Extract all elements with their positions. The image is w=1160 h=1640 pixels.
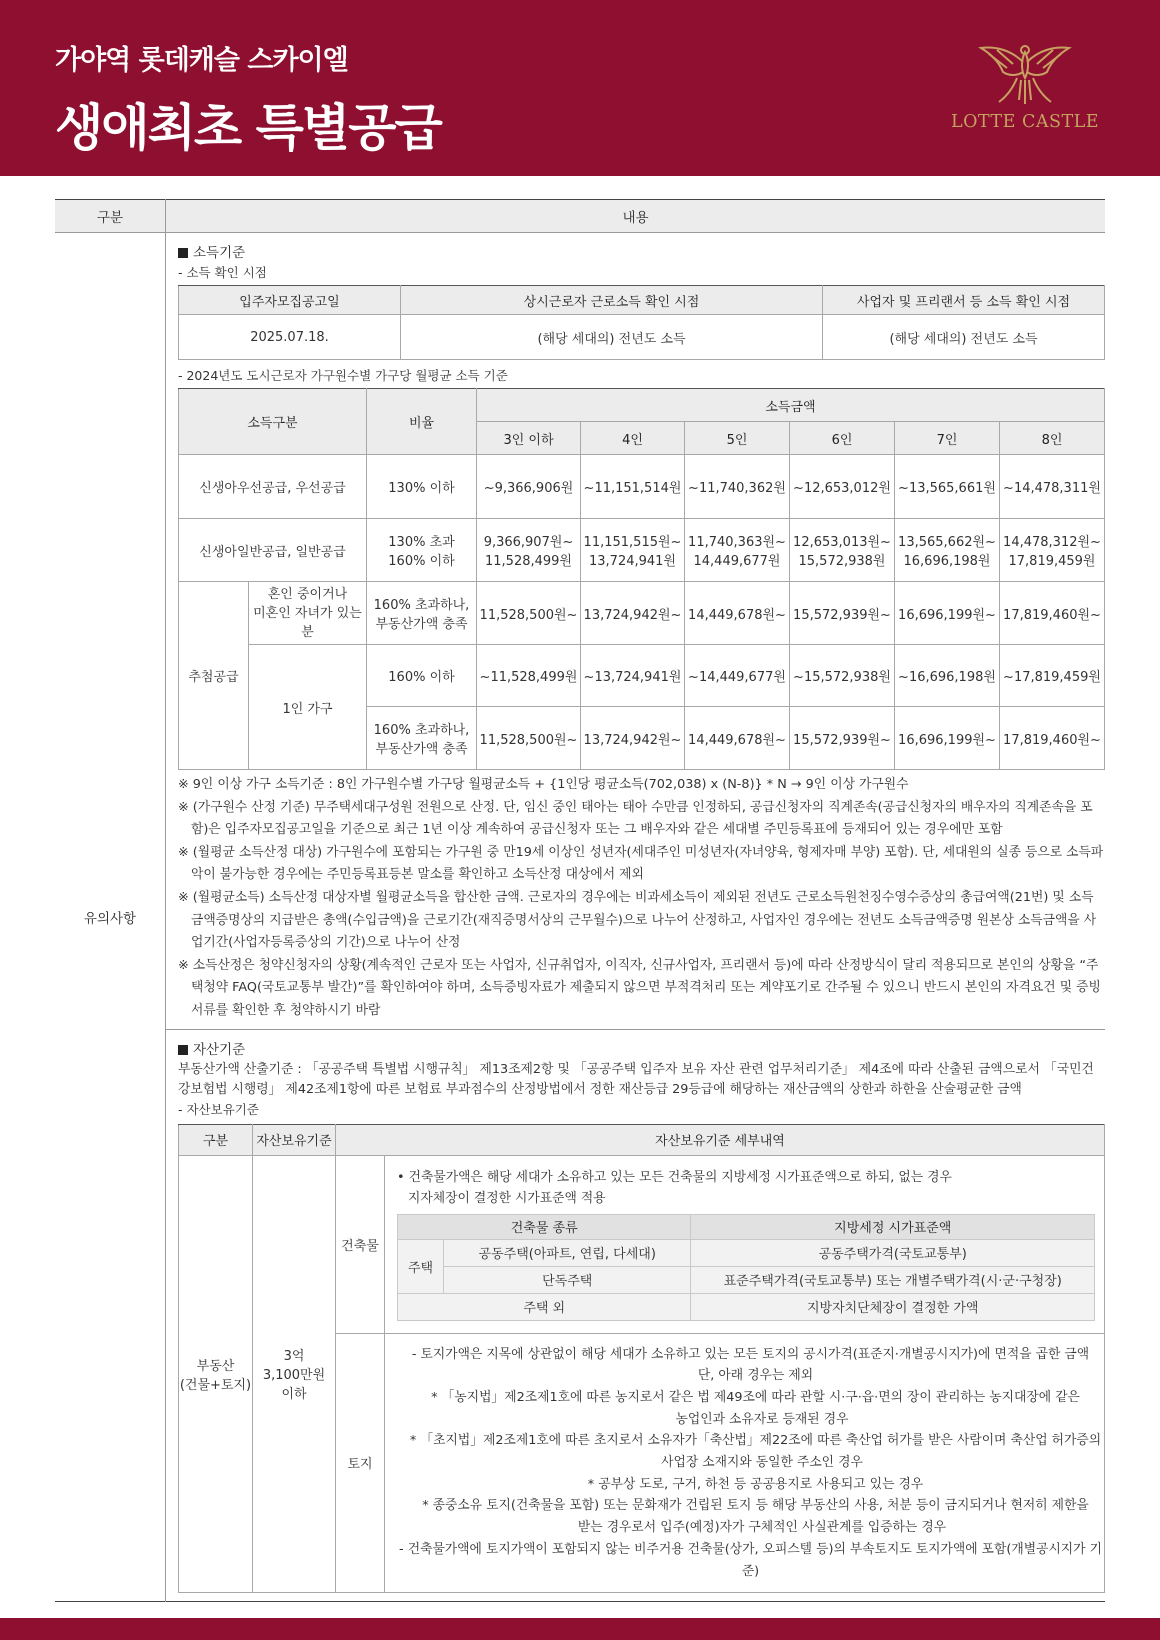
check-header: 입주자모집공고일 bbox=[179, 286, 401, 315]
income-heading bbox=[178, 243, 1105, 263]
land-detail bbox=[385, 1333, 1105, 1593]
ratio-line: 160% 이하 bbox=[388, 554, 455, 569]
table-row bbox=[179, 582, 1105, 645]
building-value: 표준주택가격(국토교통부) 또는 개별주택가격(시·군·구청장) bbox=[691, 1266, 1095, 1293]
check-value: (해당 세대의) 전년도 소득 bbox=[823, 315, 1105, 360]
building-detail bbox=[385, 1155, 1105, 1333]
section-divider bbox=[166, 1029, 1105, 1030]
land-line: 받는 경우로서 입주(예정)자가 구체적인 사실관계를 입증하는 경우 bbox=[577, 1520, 947, 1536]
amount-cell: ~12,653,012원 bbox=[790, 455, 895, 519]
amount-cell: 16,696,199원~ bbox=[895, 582, 1000, 645]
note-item: ※ (월평균소득) 소득산정 대상자별 월평균소득을 합산한 금액. 근로자의 경우에는 비과세소득이 제외된 전년도 근로소득원천징수영수증상의 총급여액(21번) 및 소득금액증명상의 지급받은 총액(수입금액)을 근로기간(재직증명서상의 근무월수)으로 나누어 산정하고, 사업자인 경우에는 전년도 소득금액증명 원본상 소득금액을 사업기간(사업자등록증상의 기간)으로 나누어 산정 bbox=[178, 889, 1097, 951]
land-line: * 공부상 도로, 구거, 하천 등 공공용지로 사용되고 있는 경우 bbox=[587, 1476, 924, 1492]
amount-cell: 13,724,942원~ bbox=[581, 582, 685, 645]
land-label: 토지 bbox=[336, 1333, 385, 1593]
row-label: 신생아우선공급, 우선공급 bbox=[179, 455, 367, 519]
check-value: (해당 세대의) 전년도 소득 bbox=[401, 315, 823, 360]
building-type: 공동주택(아파트, 연립, 다세대) bbox=[444, 1239, 691, 1266]
limit-line: 3억 bbox=[283, 1349, 305, 1365]
amount-cell bbox=[477, 519, 581, 582]
row-label: 신생아일반공급, 일반공급 bbox=[179, 519, 367, 582]
ratio-line: 160% 초과하나, bbox=[373, 723, 470, 738]
ratio-line: 130% 초과 bbox=[388, 535, 455, 550]
asset-header: 자산보유기준 세부내역 bbox=[336, 1124, 1105, 1155]
col-header-category: 구분 bbox=[55, 200, 166, 233]
amount-to: 13,724,941원 bbox=[589, 554, 676, 569]
land-line: 농업인과 소유자로 등재된 경우 bbox=[675, 1411, 849, 1427]
page-header bbox=[0, 0, 1160, 176]
household-size-header: 4인 bbox=[581, 422, 685, 455]
asset-heading-text: 자산기준 bbox=[193, 1041, 246, 1058]
income-heading-text: 소득기준 bbox=[193, 245, 246, 261]
land-line: * 「초지법」제2조제1호에 따른 초지로서 소유자가「축산법」제22조에 따른 축산업 허가를 받은 사람이며 축산업 허가증의 bbox=[409, 1433, 1102, 1449]
asset-category bbox=[179, 1155, 253, 1593]
income-check-label: - 소득 확인 시점 bbox=[178, 265, 267, 280]
amount-cell: ~11,528,499원 bbox=[477, 645, 581, 707]
amount-cell: 17,819,460원~ bbox=[1000, 707, 1105, 770]
amount-from: 12,653,013원~ bbox=[793, 535, 891, 550]
land-line: * 「농지법」제2조제1호에 따른 농지로서 같은 법 제49조에 따라 관할 시·구·읍·면의 장이 관리하는 농지대장에 같은 bbox=[431, 1389, 1080, 1405]
notes-content bbox=[166, 233, 1106, 1602]
amount-to: 14,449,677원 bbox=[693, 554, 781, 569]
amount-cell bbox=[790, 519, 895, 582]
land-line: 사업장 소재지와 동일한 주소인 경우 bbox=[661, 1455, 863, 1471]
housing-label: 주택 bbox=[398, 1239, 444, 1293]
amount-cell: 11,528,500원~ bbox=[477, 582, 581, 645]
amount-to: 11,528,499원 bbox=[485, 554, 572, 569]
amount-cell: ~14,449,677원 bbox=[685, 645, 790, 707]
lotte-castle-logo bbox=[942, 42, 1108, 138]
asset-table bbox=[178, 1124, 1105, 1594]
amount-cell bbox=[685, 519, 790, 582]
limit-line: 이하 bbox=[281, 1387, 307, 1403]
asset-header: 구분 bbox=[179, 1124, 253, 1155]
amount-cell: 14,449,678원~ bbox=[685, 707, 790, 770]
amount-cell: ~14,478,311원 bbox=[1000, 455, 1105, 519]
amount-cell: 16,696,199원~ bbox=[895, 707, 1000, 770]
amount-cell: 17,819,460원~ bbox=[1000, 582, 1105, 645]
building-price-table bbox=[397, 1214, 1095, 1321]
asset-sub-label: - 자산보유기준 bbox=[178, 1101, 259, 1117]
page-title: 생애최초 특별공급 bbox=[55, 99, 441, 157]
ratio-header: 비율 bbox=[367, 389, 477, 455]
amount-cell: ~17,819,459원 bbox=[1000, 645, 1105, 707]
table-row bbox=[179, 519, 1105, 582]
building-label: 건축물 bbox=[336, 1155, 385, 1333]
note-item: ※ (가구원수 산정 기준) 무주택세대구성원 전원으로 산정. 단, 임신 중인 태아는 태아 수만큼 인정하되, 공급신청자의 직계존속(공급신청자의 배우자의 직계존속을 포함)은 입주자모집공고일을 기준으로 최근 1년 이상 계속하여 공급신청자 또는 그 배우자와 같은 세대별 주민등록표에 등재되어 있는 경우에만 포함 bbox=[178, 799, 1093, 838]
income-standard-table bbox=[178, 388, 1105, 770]
amount-cell: ~13,724,941원 bbox=[581, 645, 685, 707]
check-value: 2025.07.18. bbox=[179, 315, 401, 360]
amount-cell: 15,572,939원~ bbox=[790, 707, 895, 770]
category-line: 부동산 bbox=[196, 1358, 235, 1374]
ratio-line: 160% 초과하나, bbox=[373, 598, 470, 613]
building-type: 주택 외 bbox=[398, 1293, 691, 1320]
ratio-cell: 160% 이하 bbox=[367, 645, 477, 707]
amount-header: 소득금액 bbox=[477, 389, 1105, 422]
project-name: 가야역 롯데캐슬 스카이엘 bbox=[55, 45, 348, 76]
table-row bbox=[179, 645, 1105, 707]
category-line: (건물+토지) bbox=[179, 1377, 252, 1393]
amount-cell: 14,449,678원~ bbox=[685, 582, 790, 645]
bottom-spacer bbox=[178, 1593, 1105, 1601]
ratio-cell bbox=[367, 582, 477, 645]
asset-header: 자산보유기준 bbox=[253, 1124, 336, 1155]
land-line: * 종중소유 토지(건축물을 포함) 또는 문화재가 건립된 토지 등 해당 부동산의 사용, 처분 등이 금지되거나 현저히 제한을 bbox=[422, 1498, 1089, 1514]
income-notes bbox=[178, 774, 1105, 1023]
household-size-header: 5인 bbox=[685, 422, 790, 455]
table-row bbox=[179, 455, 1105, 519]
amount-cell: ~9,366,906원 bbox=[477, 455, 581, 519]
sub-line: 혼인 중이거나 bbox=[267, 586, 348, 602]
ratio-cell bbox=[367, 707, 477, 770]
income-check-table bbox=[178, 285, 1105, 360]
logo-text: LOTTE CASTLE bbox=[950, 112, 1100, 132]
lottery-sub-label bbox=[249, 582, 367, 645]
land-line: - 건축물가액에 토지가액이 포함되지 않는 비주거용 건축물(상가, 오피스텔 등)의 부속토지도 토지가액에 포함(개별공시지가 기준) bbox=[399, 1541, 1102, 1579]
land-line: - 토지가액은 지목에 상관없이 해당 세대가 소유하고 있는 모든 토지의 공시가격(표준지·개별공시지가)에 면적을 곱한 금액 bbox=[411, 1346, 1090, 1362]
amount-cell: ~15,572,938원 bbox=[790, 645, 895, 707]
household-size-header: 3인 이하 bbox=[477, 422, 581, 455]
notice-table bbox=[55, 199, 1105, 1602]
square-bullet-icon bbox=[178, 248, 188, 258]
building-bullet: • 건축물가액은 해당 세대가 소유하고 있는 모든 건축물의 지방세정 시가표준액으로 하되, 없는 경우 bbox=[397, 1169, 952, 1185]
amount-from: 14,478,312원~ bbox=[1003, 535, 1101, 550]
note-item: ※ 9인 이상 가구 소득기준 : 8인 가구원수별 가구당 월평균소득 + {1인당 평균소득(702,038) x (N-8)} * N → 9인 이상 가구원수 bbox=[178, 777, 909, 792]
amount-from: 11,740,363원~ bbox=[688, 535, 786, 550]
income-category-header: 소득구분 bbox=[179, 389, 367, 455]
amount-cell bbox=[1000, 519, 1105, 582]
amount-from: 11,151,515원~ bbox=[583, 535, 682, 550]
amount-to: 16,696,198원 bbox=[903, 554, 991, 569]
asset-limit bbox=[253, 1155, 336, 1593]
household-size-header: 6인 bbox=[790, 422, 895, 455]
asset-description: 부동산가액 산출기준 : 「공공주택 특별법 시행규칙」 제13조제2항 및 「공공주택 입주자 보유 자산 관련 업무처리기준」 제4조에 따라 산출된 금액으로서 「국민건강보험법 시행령」 제42조제1항에 따른 보험료 부과점수의 산정방법에서 정한 재산등급 29등급에 해당하는 재산금액의 상한과 하한을 산술평균한 금액 bbox=[178, 1061, 1094, 1097]
lottery-label: 추첨공급 bbox=[179, 582, 249, 770]
ratio-line: 부동산가액 충족 bbox=[375, 617, 468, 632]
ratio-cell bbox=[367, 519, 477, 582]
col-header-content: 내용 bbox=[166, 200, 1106, 233]
household-size-header: 7인 bbox=[895, 422, 1000, 455]
amount-cell: 15,572,939원~ bbox=[790, 582, 895, 645]
building-value: 공동주택가격(국토교통부) bbox=[691, 1239, 1095, 1266]
check-header: 사업자 및 프리랜서 등 소득 확인 시점 bbox=[823, 286, 1105, 315]
ratio-cell: 130% 이하 bbox=[367, 455, 477, 519]
amount-from: 9,366,907원~ bbox=[483, 535, 574, 550]
eagle-crest-icon bbox=[977, 42, 1073, 108]
square-bullet-icon bbox=[178, 1045, 188, 1055]
row-label-notes: 유의사항 bbox=[55, 233, 166, 1602]
amount-to: 17,819,459원 bbox=[1008, 554, 1096, 569]
land-line: 단, 아래 경우는 제외 bbox=[697, 1368, 814, 1384]
amount-cell bbox=[895, 519, 1000, 582]
limit-line: 3,100만원 bbox=[262, 1368, 326, 1384]
income-standard-label: - 2024년도 도시근로자 가구원수별 가구당 월평균 소득 기준 bbox=[178, 368, 508, 383]
amount-cell: ~11,740,362원 bbox=[685, 455, 790, 519]
page-footer-bar bbox=[0, 1618, 1160, 1640]
inner-header: 건축물 종류 bbox=[398, 1214, 691, 1239]
lottery-sub-label: 1인 가구 bbox=[249, 645, 367, 770]
sub-line: 미혼인 자녀가 있는 bbox=[253, 605, 362, 621]
amount-cell: ~13,565,661원 bbox=[895, 455, 1000, 519]
amount-cell: 13,724,942원~ bbox=[581, 707, 685, 770]
check-header: 상시근로자 근로소득 확인 시점 bbox=[401, 286, 823, 315]
amount-from: 13,565,662원~ bbox=[898, 535, 996, 550]
ratio-line: 부동산가액 충족 bbox=[375, 742, 468, 757]
note-item: ※ (월평균 소득산정 대상) 가구원수에 포함되는 가구원 중 만19세 이상인 성년자(세대주인 미성년자(자녀양육, 형제자매 부양) 포함). 단, 세대원의 실종 등으로 소득파악이 불가능한 경우에는 주민등록표등본 말소를 확인하고 소득산정 대상에서 제외 bbox=[178, 844, 1104, 883]
sub-line: 분 bbox=[301, 624, 314, 640]
household-size-header: 8인 bbox=[1000, 422, 1105, 455]
building-value: 지방자치단체장이 결정한 가액 bbox=[691, 1293, 1095, 1320]
building-bullet: 지자체장이 결정한 시가표준액 적용 bbox=[408, 1190, 606, 1206]
amount-to: 15,572,938원 bbox=[798, 554, 886, 569]
note-item: ※ 소득산정은 청약신청자의 상황(계속적인 근로자 또는 사업자, 신규취업자, 이직자, 신규사업자, 프리랜서 등)에 따라 산정방식이 달리 적용되므로 본인의 상황을 “주택청약 FAQ(국토교통부 발간)”를 확인하여야 하며, 소득증빙자료가 제출되지 않으면 부적격처리 또는 계약포기로 간주될 수 있으니 반드시 본인의 자격요건 및 증빙서류를 확인한 후 청약하시기 바람 bbox=[178, 957, 1101, 1018]
inner-header: 지방세정 시가표준액 bbox=[691, 1214, 1095, 1239]
amount-cell: ~11,151,514원 bbox=[581, 455, 685, 519]
amount-cell: 11,528,500원~ bbox=[477, 707, 581, 770]
amount-cell: ~16,696,198원 bbox=[895, 645, 1000, 707]
building-type: 단독주택 bbox=[444, 1266, 691, 1293]
amount-cell bbox=[581, 519, 685, 582]
asset-heading bbox=[178, 1040, 1105, 1060]
